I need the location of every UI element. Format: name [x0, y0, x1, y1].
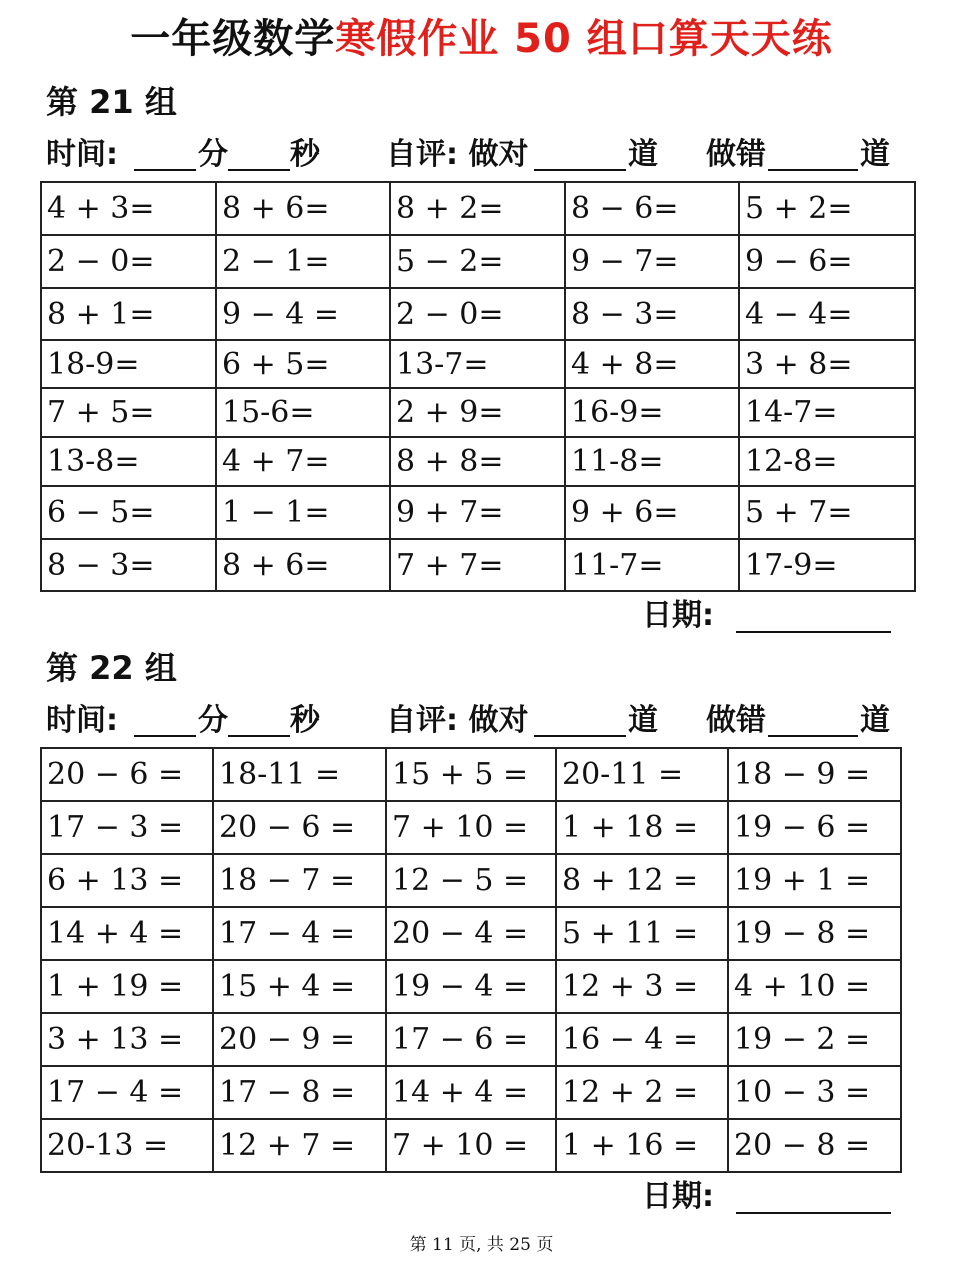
problem-cell[interactable]: 18 − 9 =	[728, 748, 901, 801]
self-eval-label: 自评: 做对	[386, 703, 529, 738]
minute-blank[interactable]	[134, 735, 196, 737]
problem-cell[interactable]: 18 − 7 =	[213, 854, 386, 907]
problem-cell[interactable]: 18-9=	[41, 340, 216, 388]
problem-cell[interactable]: 7 + 10 =	[386, 1119, 556, 1172]
problem-cell[interactable]: 17 − 6 =	[386, 1013, 556, 1066]
problem-cell[interactable]: 14 + 4 =	[41, 907, 213, 960]
problem-cell[interactable]: 1 + 18 =	[556, 801, 728, 854]
problem-cell[interactable]: 11-7=	[565, 539, 739, 591]
problem-cell[interactable]: 5 + 11 =	[556, 907, 728, 960]
group-22-meta	[46, 701, 916, 741]
problem-cell[interactable]: 1 − 1=	[216, 486, 390, 539]
dao-label-2: 道	[860, 137, 890, 172]
problem-cell[interactable]: 20 − 9 =	[213, 1013, 386, 1066]
table-row	[41, 907, 901, 960]
problem-cell[interactable]: 19 − 4 =	[386, 960, 556, 1013]
date-label: 日期:	[642, 598, 714, 633]
problem-cell[interactable]: 8 − 3=	[41, 539, 216, 591]
problem-cell[interactable]: 19 − 6 =	[728, 801, 901, 854]
problem-cell[interactable]: 8 + 1=	[41, 288, 216, 340]
problem-cell[interactable]: 4 − 4=	[739, 288, 915, 340]
problem-cell[interactable]: 8 + 8=	[390, 437, 565, 486]
problem-cell[interactable]: 5 + 7=	[739, 486, 915, 539]
table-row	[41, 486, 915, 539]
problem-cell[interactable]: 2 + 9=	[390, 388, 565, 437]
problem-cell[interactable]: 9 − 6=	[739, 235, 915, 288]
table-row	[41, 748, 901, 801]
time-label: 时间:	[46, 703, 118, 738]
problem-cell[interactable]: 14-7=	[739, 388, 915, 437]
problem-cell[interactable]: 20-11 =	[556, 748, 728, 801]
problem-cell[interactable]: 4 + 7=	[216, 437, 390, 486]
group-21-title: 第 21 组	[46, 83, 177, 121]
date-label: 日期:	[642, 1179, 714, 1214]
problem-cell[interactable]: 1 + 16 =	[556, 1119, 728, 1172]
wrong-label: 做错	[706, 703, 766, 738]
problem-cell[interactable]: 6 − 5=	[41, 486, 216, 539]
wrong-label: 做错	[706, 137, 766, 172]
problem-cell[interactable]: 5 + 2=	[739, 182, 915, 235]
problem-cell[interactable]: 8 − 3=	[565, 288, 739, 340]
problem-cell[interactable]: 15-6=	[216, 388, 390, 437]
problem-cell[interactable]: 12 − 5 =	[386, 854, 556, 907]
problem-cell[interactable]: 16-9=	[565, 388, 739, 437]
problem-cell[interactable]: 17-9=	[739, 539, 915, 591]
table-row	[41, 288, 915, 340]
group-22-table	[40, 747, 902, 1173]
table-row	[41, 539, 915, 591]
date-blank[interactable]	[736, 631, 891, 633]
problem-cell[interactable]: 10 − 3 =	[728, 1066, 901, 1119]
problem-cell[interactable]: 12-8=	[739, 437, 915, 486]
title-red: 寒假作业 50 组口算天天练	[335, 16, 833, 62]
problem-cell[interactable]: 20-13 =	[41, 1119, 213, 1172]
minute-blank[interactable]	[134, 169, 196, 171]
problem-cell[interactable]: 20 − 4 =	[386, 907, 556, 960]
problem-cell[interactable]: 17 − 8 =	[213, 1066, 386, 1119]
wrong-blank[interactable]	[768, 169, 858, 171]
problem-cell[interactable]: 6 + 13 =	[41, 854, 213, 907]
minute-label: 分	[198, 137, 228, 172]
problem-cell[interactable]: 18-11 =	[213, 748, 386, 801]
problem-cell[interactable]: 7 + 5=	[41, 388, 216, 437]
problem-cell[interactable]: 8 − 6=	[565, 182, 739, 235]
table-row	[41, 340, 915, 388]
problem-cell[interactable]: 8 + 12 =	[556, 854, 728, 907]
dao-label-2: 道	[860, 703, 890, 738]
table-row	[41, 182, 915, 235]
problem-cell[interactable]: 19 − 8 =	[728, 907, 901, 960]
correct-blank[interactable]	[534, 735, 626, 737]
table-row	[41, 1119, 901, 1172]
problem-cell[interactable]: 1 + 19 =	[41, 960, 213, 1013]
second-label: 秒	[290, 137, 320, 172]
problem-cell[interactable]: 16 − 4 =	[556, 1013, 728, 1066]
problem-cell[interactable]: 3 + 13 =	[41, 1013, 213, 1066]
problem-cell[interactable]: 20 − 6 =	[213, 801, 386, 854]
problem-cell[interactable]: 9 − 7=	[565, 235, 739, 288]
table-row	[41, 960, 901, 1013]
second-label: 秒	[290, 703, 320, 738]
table-row	[41, 854, 901, 907]
table-row	[41, 1013, 901, 1066]
problem-cell[interactable]: 13-8=	[41, 437, 216, 486]
second-blank[interactable]	[228, 169, 290, 171]
dao-label: 道	[628, 137, 658, 172]
problem-cell[interactable]: 5 − 2=	[390, 235, 565, 288]
problem-cell[interactable]: 2 − 0=	[390, 288, 565, 340]
table-row	[41, 388, 915, 437]
problem-cell[interactable]: 7 + 7=	[390, 539, 565, 591]
problem-cell[interactable]: 8 + 6=	[216, 182, 390, 235]
table-row	[41, 1066, 901, 1119]
date-blank[interactable]	[736, 1212, 891, 1214]
table-row	[41, 235, 915, 288]
problem-cell[interactable]: 20 − 6 =	[41, 748, 213, 801]
problem-cell[interactable]: 15 + 4 =	[213, 960, 386, 1013]
problem-cell[interactable]: 6 + 5=	[216, 340, 390, 388]
problem-cell[interactable]: 17 − 4 =	[213, 907, 386, 960]
page-footer: 第 11 页, 共 25 页	[409, 1235, 554, 1255]
problem-cell[interactable]: 20 − 8 =	[728, 1119, 901, 1172]
table-row	[41, 801, 901, 854]
problem-cell[interactable]: 9 + 6=	[565, 486, 739, 539]
group-21-table	[40, 181, 916, 592]
time-label: 时间:	[46, 137, 118, 172]
group-22-title: 第 22 组	[46, 649, 177, 687]
problem-cell[interactable]: 4 + 3=	[41, 182, 216, 235]
problem-cell[interactable]: 9 + 7=	[390, 486, 565, 539]
problem-cell[interactable]: 3 + 8=	[739, 340, 915, 388]
title-black: 一年级数学	[130, 16, 336, 62]
self-eval-label: 自评: 做对	[386, 137, 529, 172]
wrong-blank[interactable]	[768, 735, 858, 737]
problem-cell[interactable]: 8 + 2=	[390, 182, 565, 235]
problem-cell[interactable]: 15 + 5 =	[386, 748, 556, 801]
group-21-meta	[46, 135, 916, 175]
problem-cell[interactable]: 2 − 1=	[216, 235, 390, 288]
problem-cell[interactable]: 12 + 3 =	[556, 960, 728, 1013]
minute-label: 分	[198, 703, 228, 738]
problem-cell[interactable]: 2 − 0=	[41, 235, 216, 288]
problem-cell[interactable]: 19 − 2 =	[728, 1013, 901, 1066]
second-blank[interactable]	[228, 735, 290, 737]
problem-cell[interactable]: 17 − 3 =	[41, 801, 213, 854]
problem-cell[interactable]: 14 + 4 =	[386, 1066, 556, 1119]
problem-cell[interactable]: 9 − 4 =	[216, 288, 390, 340]
problem-cell[interactable]: 7 + 10 =	[386, 801, 556, 854]
problem-cell[interactable]: 8 + 6=	[216, 539, 390, 591]
problem-cell[interactable]: 13-7=	[390, 340, 565, 388]
problem-cell[interactable]: 19 + 1 =	[728, 854, 901, 907]
problem-cell[interactable]: 17 − 4 =	[41, 1066, 213, 1119]
table-row	[41, 437, 915, 486]
problem-cell[interactable]: 4 + 10 =	[728, 960, 901, 1013]
problem-cell[interactable]: 4 + 8=	[565, 340, 739, 388]
correct-blank[interactable]	[534, 169, 626, 171]
page-title	[0, 14, 963, 64]
problem-cell[interactable]: 12 + 2 =	[556, 1066, 728, 1119]
problem-cell[interactable]: 12 + 7 =	[213, 1119, 386, 1172]
problem-cell[interactable]: 11-8=	[565, 437, 739, 486]
dao-label: 道	[628, 703, 658, 738]
